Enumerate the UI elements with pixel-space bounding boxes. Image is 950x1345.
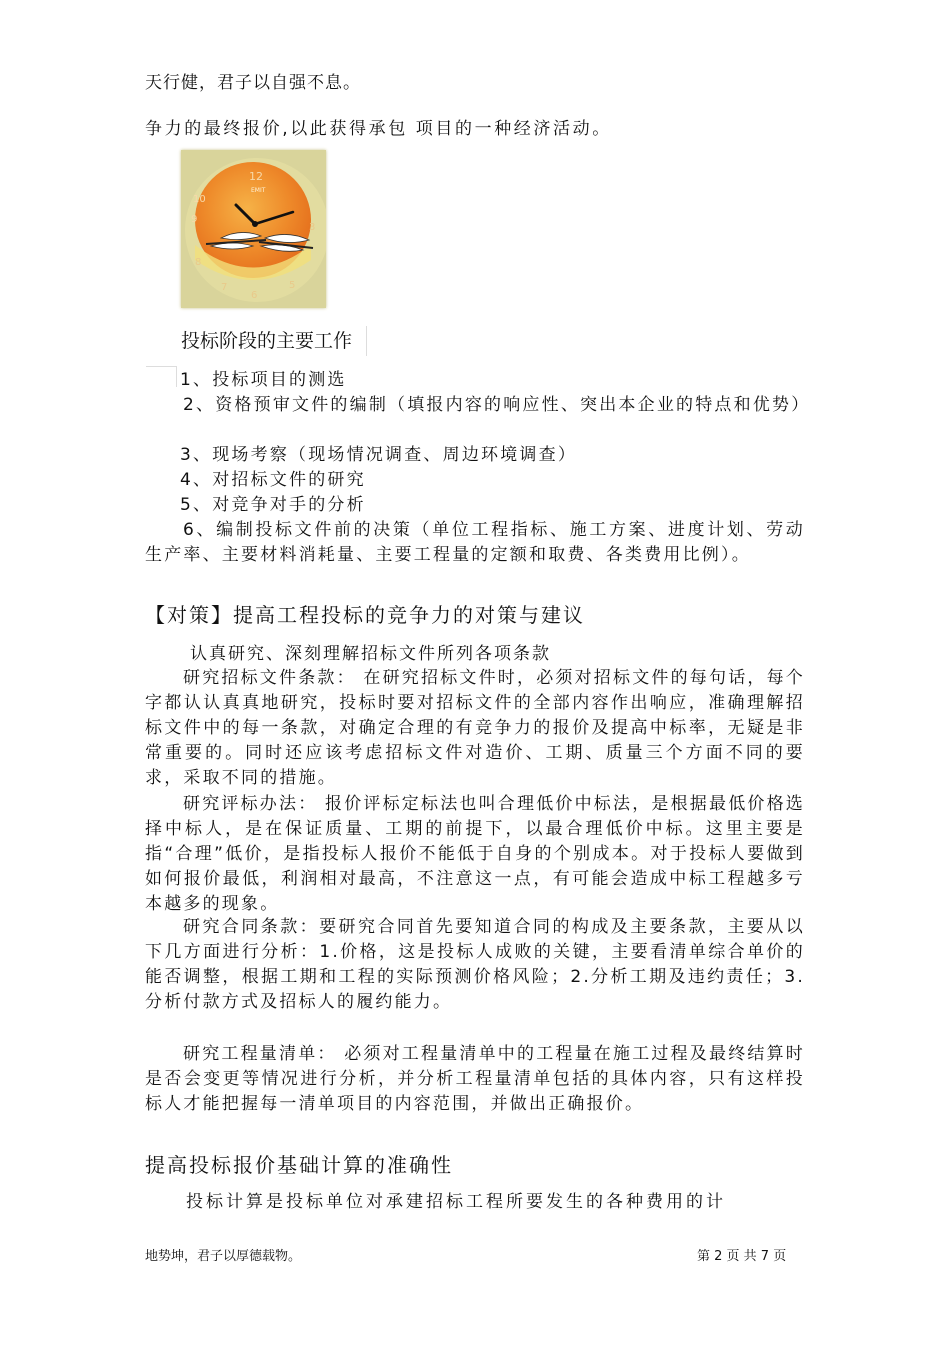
svg-text:8: 8 [195,257,202,268]
list-marker-box [146,366,177,387]
paragraph-evaluation-method: 研究评标办法： 报价评标定标法也叫合理低价中标法，是根据最低价格选择中标人，是在保证质量、工期的前提下，以最合理低价中标。这里主要是指“合理”低价，是指投标人报价不能低于自身的个别成本。对于投标人要做到如何报价最低，利润相对最高，不注意这一点，有可能会造成中标工程越多亏本越多的现象。 [145,794,806,914]
svg-text:EMIT: EMIT [251,187,266,194]
list-item-2: 2、资格预审文件的编制（填报内容的响应性、突出本企业的特点和优势） [183,395,811,415]
footer-motto: 地势坤，君子以厚德载物。 [145,1249,302,1264]
paragraph-tender-terms: 研究招标文件条款： 在研究招标文件时，必须对招标文件的每句话，每个字都认认真真地研究，投标时要对招标文件的全部内容作出响应，准确理解招标文件中的每一条款，对确定合理的有竞争力的报价及提高中标率，无疑是非常重要的。同时还应该考虑招标文件对造价、工期、质量三个方面不同的要求，采取不同的措施。 [145,668,806,788]
strategy-heading: 【对策】提高工程投标的竞争力的对策与建议 [145,603,585,627]
paragraph-bill-of-quantities: 研究工程量清单： 必须对工程量清单中的工程量在施工过程及最终结算时是否会变更等情况进行分析，并分析工程量清单包括的具体内容，只有这样投标人才能把握每一清单项目的内容范围，并做出正确报价。 [145,1044,806,1114]
svg-text:10: 10 [193,194,206,205]
svg-text:9: 9 [191,214,198,225]
wall-clock-illustration [181,150,326,308]
accuracy-heading: 提高投标报价基础计算的准确性 [145,1153,453,1177]
page-number: 第 2 页 共 7 页 [697,1249,787,1264]
list-item-4: 4、对招标文件的研究 [180,470,366,490]
svg-text:5: 5 [289,280,296,291]
list-item-6: 6、编制投标文件前的决策（单位工程指标、施工方案、进度计划、劳动生产率、主要材料消耗量、主要工程量的定额和取费、各类费用比例）。 [145,520,805,565]
paragraph-contract-terms: 研究合同条款：要研究合同首先要知道合同的构成及主要条款，主要从以下几方面进行分析：1.价格，这是投标人成败的关键，主要看清单综合单价的能否调整，根据工期和工程的实际预测价格风险；2.分析工期及违约责任；3.分析付款方式及招标人的履约能力。 [145,917,805,1012]
list-item-5: 5、对竞争对手的分析 [180,495,366,515]
svg-text:6: 6 [251,290,258,301]
intro-line: 争力的最终报价,以此获得承包 项目的一种经济活动。 [145,119,612,139]
last-line: 投标计算是投标单位对承建招标工程所要发生的各种费用的计 [186,1192,726,1212]
svg-text:7: 7 [221,282,228,293]
svg-text:3: 3 [309,222,316,233]
subheading-study-terms: 认真研究、深刻理解招标文件所列各项条款 [190,644,551,664]
list-item-3: 3、现场考察（现场情况调查、周边环境调查） [180,445,578,465]
section-title: 投标阶段的主要工作 [181,326,367,356]
svg-text:12: 12 [249,170,263,183]
list-item-1: 1、投标项目的测选 [180,370,347,390]
wall-clock-image [181,150,326,308]
header-motto: 天行健，君子以自强不息。 [145,73,361,93]
